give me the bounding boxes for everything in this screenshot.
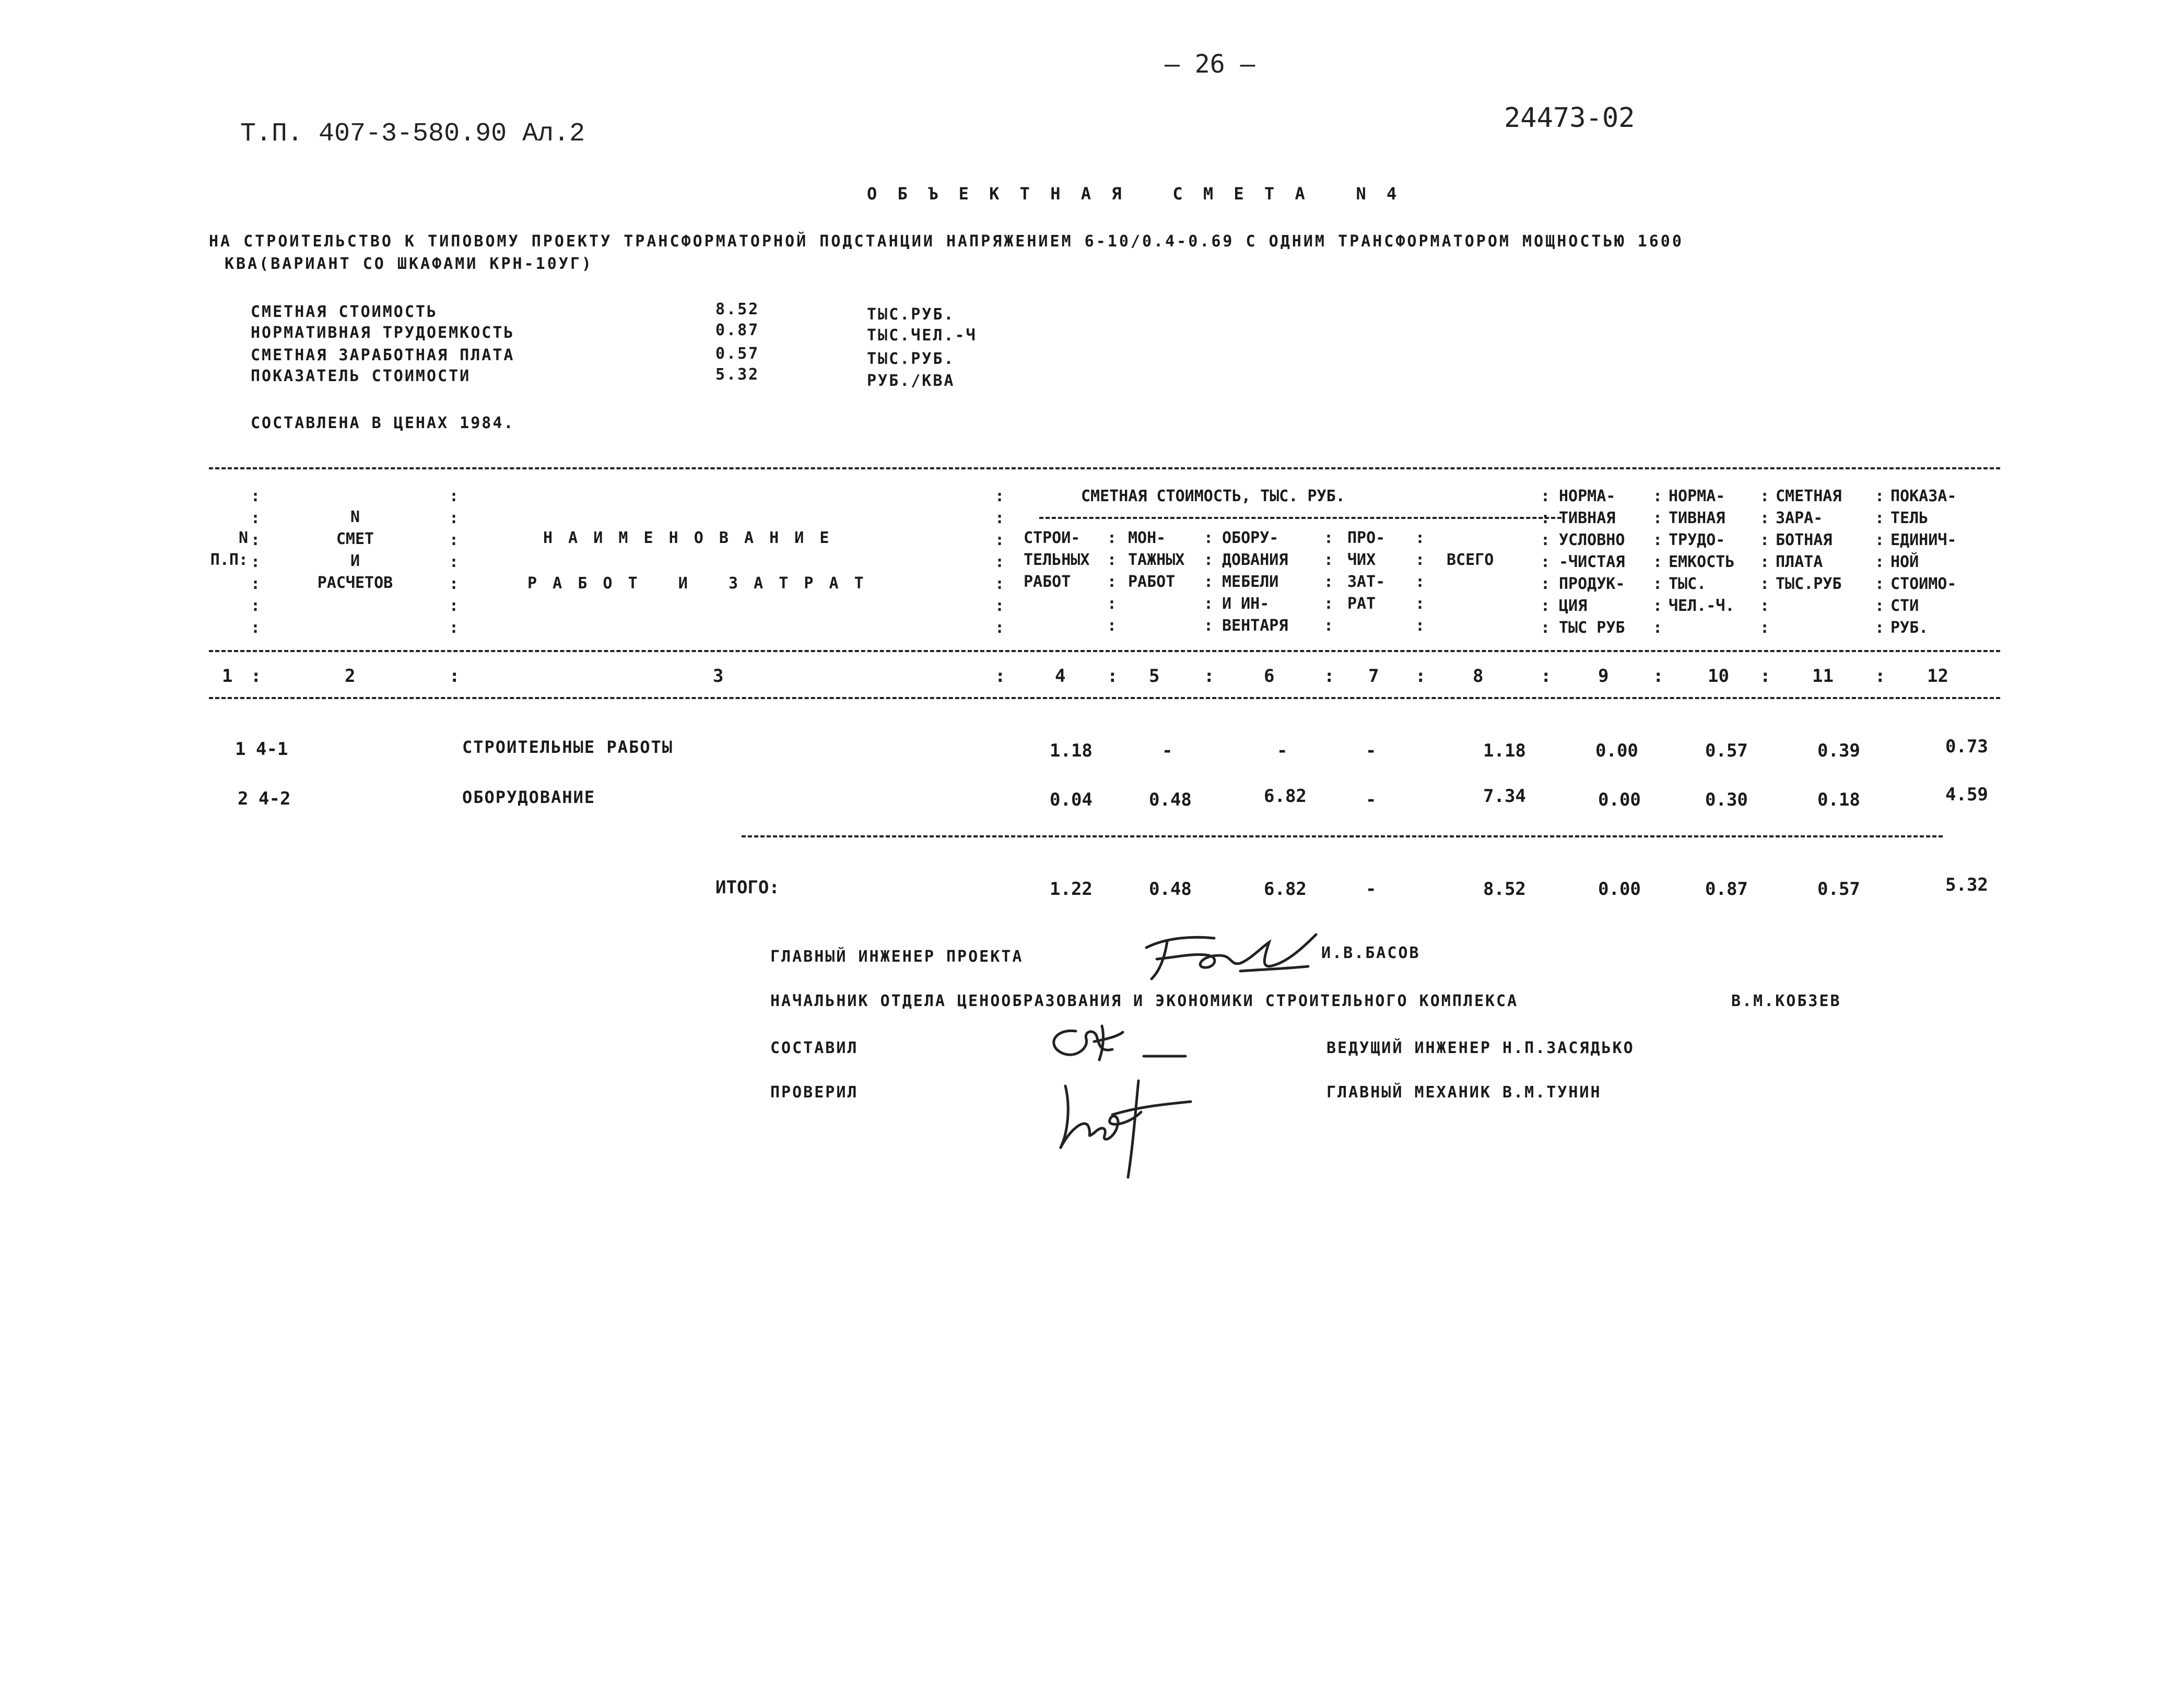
header-col-5: МОН- ТАЖНЫХ РАБОТ <box>1128 529 1185 591</box>
col-number: 12 <box>1927 666 1948 687</box>
row-smeta: 4-2 <box>259 788 291 809</box>
col-number: 5 <box>1149 666 1160 687</box>
row-c9: 0.00 <box>1598 789 1641 810</box>
summary-label: НОРМАТИВНАЯ ТРУДОЕМКОСТЬ <box>251 324 515 342</box>
subject-line-2: КВА(ВАРИАНТ СО ШКАФАМИ КРН-10УГ) <box>225 255 593 273</box>
row-c9: 0.00 <box>1595 740 1638 761</box>
summary-label: СМЕТНАЯ ЗАРАБОТНАЯ ПЛАТА <box>251 346 515 364</box>
summary-unit: РУБ./КВА <box>867 372 955 390</box>
summary-value: 8.52 <box>715 300 760 318</box>
table-top-rule <box>209 467 2000 469</box>
cost-group-rule <box>1039 517 1561 519</box>
page-number: – 26 – <box>1165 50 1255 79</box>
row-c12: 0.73 <box>1945 736 1988 757</box>
col-number: 7 <box>1368 666 1379 687</box>
col-number: 8 <box>1473 666 1484 687</box>
col-number: 9 <box>1598 666 1609 687</box>
total-label: ИТОГО: <box>715 877 780 898</box>
header-col-8: ВСЕГО <box>1447 551 1494 569</box>
summary-value: 5.32 <box>715 365 760 384</box>
row-name: ОБОРУДОВАНИЕ <box>462 787 596 807</box>
subject-line-1: НА СТРОИТЕЛЬСТВО К ТИПОВОМУ ПРОЕКТУ ТРАНСФОРМАТОРНОЙ ПОДСТАНЦИИ НАПРЯЖЕНИЕМ 6-10/0.4-0.69 С ОДНИМ ТРАНСФОРМАТОРОМ МОЩНОСТЬЮ 1600 <box>209 232 1684 251</box>
header-col-2: N СМЕТ И РАСЧЕТОВ <box>317 508 393 592</box>
signature-role: НАЧАЛЬНИК ОТДЕЛА ЦЕНООБРАЗОВАНИЯ И ЭКОНОМИКИ СТРОИТЕЛЬНОГО КОМПЛЕКСА <box>770 992 1519 1010</box>
row-c8: 7.34 <box>1483 786 1526 807</box>
document-code: Т.П. 407-3-580.90 Ал.2 <box>240 119 585 149</box>
prices-note: СОСТАВЛЕНА В ЦЕНАХ 1984. <box>251 414 515 432</box>
row-c12: 4.59 <box>1945 784 1988 805</box>
row-number: 2 <box>238 788 249 809</box>
header-cost-group: СМЕТНАЯ СТОИМОСТЬ, ТЫС. РУБ. <box>1081 487 1345 505</box>
total-c6: 6.82 <box>1264 879 1307 900</box>
summary-value: 0.87 <box>715 321 760 339</box>
header-col-9: НОРМА- ТИВНАЯ УСЛОВНО -ЧИСТАЯ ПРОДУК- ЦИЯ ТЫС РУБ <box>1559 487 1625 637</box>
signature-basov <box>1136 927 1329 984</box>
total-c11: 0.57 <box>1817 879 1860 900</box>
total-c9: 0.00 <box>1598 879 1641 900</box>
row-smeta: 4-1 <box>256 739 288 760</box>
header-col-11: СМЕТНАЯ ЗАРА- БОТНАЯ ПЛАТА ТЫС.РУБ <box>1776 487 1842 593</box>
header-col-3-a: Н А И М Е Н О В А Н И Е <box>543 529 832 547</box>
row-c7: - <box>1366 789 1377 810</box>
summary-label: СМЕТНАЯ СТОИМОСТЬ <box>251 303 438 321</box>
row-c4: 0.04 <box>1050 789 1093 810</box>
summary-unit: ТЫС.РУБ. <box>867 305 955 324</box>
summary-unit: ТЫС.РУБ. <box>867 350 955 368</box>
header-col-4: СТРОИ- ТЕЛЬНЫХ РАБОТ <box>1024 529 1090 591</box>
header-col-3-b: Р А Б О Т И З А Т Р А Т <box>527 574 867 593</box>
row-c5: 0.48 <box>1149 789 1192 810</box>
column-number-rule <box>209 697 2000 699</box>
row-c5: - <box>1162 740 1173 761</box>
row-c11: 0.18 <box>1817 789 1860 810</box>
col-number: 11 <box>1812 666 1834 687</box>
header-col-7: ПРО- ЧИХ ЗАТ- РАТ <box>1347 529 1385 613</box>
header-col-1: N П.П: <box>210 529 248 569</box>
summary-value: 0.57 <box>715 345 760 363</box>
summary-label: ПОКАЗАТЕЛЬ СТОИМОСТИ <box>251 367 471 385</box>
header-col-12: ПОКАЗА- ТЕЛЬ ЕДИНИЧ- НОЙ СТОИМО- СТИ РУБ. <box>1891 487 1957 637</box>
summary-unit: ТЫС.ЧЕЛ.-Ч <box>867 326 977 345</box>
header-col-6: ОБОРУ- ДОВАНИЯ МЕБЕЛИ И ИН- ВЕНТАРЯ <box>1222 529 1288 635</box>
row-c10: 0.30 <box>1705 789 1748 810</box>
signature-name: ГЛАВНЫЙ МЕХАНИК В.М.ТУНИН <box>1326 1083 1602 1102</box>
estimate-title: О Б Ъ Е К Т Н А Я С М Е Т А N 4 <box>867 184 1402 204</box>
total-c4: 1.22 <box>1050 879 1093 900</box>
signature-name: И.В.БАСОВ <box>1321 944 1420 962</box>
signature-zasyadko <box>1044 1021 1196 1068</box>
document-number: 24473-02 <box>1504 102 1635 134</box>
signature-role: СОСТАВИЛ <box>770 1039 859 1057</box>
row-c8: 1.18 <box>1483 740 1526 761</box>
signature-name: В.М.КОБЗЕВ <box>1731 992 1841 1010</box>
col-number: 10 <box>1708 666 1729 687</box>
total-c12: 5.32 <box>1945 874 1988 895</box>
col-number: 6 <box>1264 666 1275 687</box>
col-number: 1 <box>222 666 233 687</box>
row-name: СТРОИТЕЛЬНЫЕ РАБОТЫ <box>462 737 674 757</box>
total-c7: - <box>1366 879 1377 900</box>
col-number: 2 <box>345 666 356 687</box>
signature-tunin <box>1050 1076 1201 1180</box>
row-c6: - <box>1277 740 1288 761</box>
col-number: 3 <box>713 666 724 687</box>
signature-role: ПРОВЕРИЛ <box>770 1083 859 1102</box>
total-c10: 0.87 <box>1705 879 1748 900</box>
row-c6: 6.82 <box>1264 786 1307 807</box>
row-c11: 0.39 <box>1817 740 1860 761</box>
row-c4: 1.18 <box>1050 740 1093 761</box>
total-separator-rule <box>742 835 1943 837</box>
total-c8: 8.52 <box>1483 879 1526 900</box>
row-c7: - <box>1366 740 1377 761</box>
header-bottom-rule <box>209 650 2000 652</box>
signature-role: ГЛАВНЫЙ ИНЖЕНЕР ПРОЕКТА <box>770 948 1024 966</box>
header-col-10: НОРМА- ТИВНАЯ ТРУДО- ЕМКОСТЬ ТЫС. ЧЕЛ.-Ч. <box>1669 487 1735 615</box>
row-c10: 0.57 <box>1705 740 1748 761</box>
col-number: 4 <box>1055 666 1066 687</box>
row-number: 1 <box>235 739 246 760</box>
total-c5: 0.48 <box>1149 879 1192 900</box>
signature-name: ВЕДУЩИЙ ИНЖЕНЕР Н.П.ЗАСЯДЬКО <box>1326 1039 1635 1057</box>
